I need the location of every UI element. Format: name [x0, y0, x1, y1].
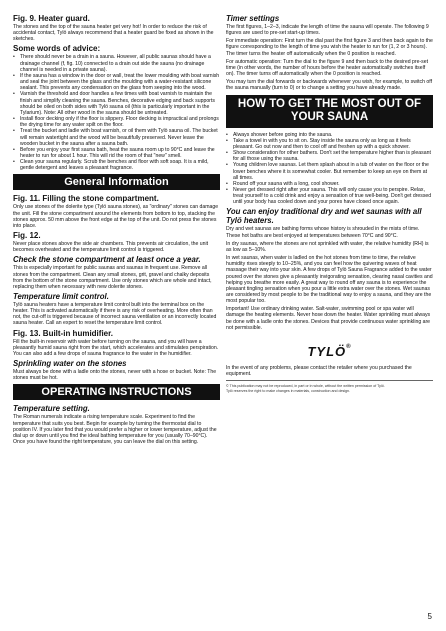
- dry-wet-intro-text: Dry and wet saunas are bathing forms whose history is shrouded in the mists of time. These hot baths are best enjoyed at temperatures between 70°C and 90°C.: [226, 226, 420, 239]
- fig12-heading: Fig. 12.: [13, 231, 41, 241]
- fig11-heading: Fig. 11. Filling the stone compartment.: [13, 194, 159, 204]
- wet-sauna-text: In wet saunas, when water is ladled on the hot stones from time to time, the relative humidity rises steeply to 10–25%, and you can feel how the quivering waves of heat massage their way into your skin. A few drops of Tylö Sauna Fragrance added to the water poured over the stones give a pleasantly invigorating sensation, clearing nasal cavities and helping you breathe more easily. A great way to round off any sauna is to experience the pleasant tingling sensation when you pour a little extra water over the stones. Wet saunas are considered by most people to be the traditional way to enjoy a sauna, and they are the most popular too.: [226, 255, 433, 305]
- contact-text: In the event of any problems, please contact the retailer where you purchased the equipment.: [226, 364, 412, 378]
- temperature-setting-heading: Temperature setting.: [13, 404, 90, 414]
- dial-direction-text: You may turn the dial forwards or backwards whenever you wish, for example, to switch off the sauna manually (turn to 0) or to change a setting you have already made.: [226, 79, 433, 92]
- sprinkling-text: Must always be done with a ladle onto the stones, never with a hose or bucket. Note: The stones must be hot.: [13, 369, 217, 382]
- temperature-limit-text: Tylö sauna heaters have a temperature limit control built into the terminal box on the heater. This is activated automatically if there is any risk of overheating. More often than not, the cut-off is triggered because of incorrect sauna ventilation or an incorrectly located sauna heater. Call an expert to reset the temperature limit control.: [13, 302, 217, 327]
- list-item: • Before you enjoy your first sauna bath, heat the sauna room up to 90°C and leave the heater to run for about 1 hour. This will rid the room of that "new" smell.: [13, 147, 220, 159]
- registered-mark: ®: [346, 343, 352, 350]
- right-column: [226, 14, 433, 393]
- how-to-banner: HOW TO GET THE MOST OUT OF YOUR SAUNA: [226, 95, 433, 128]
- list-item: • Young children love saunas. Let them splash about in a tub of water on the floor or the lower benches where it is somewhat cooler. But remember to keep an eye on them at all times.: [226, 162, 433, 180]
- list-item: • Install floor decking only if the floor is slippery. Floor decking is impractical and prolongs the drying time for any water spilt on the floor.: [13, 116, 220, 128]
- timer-heading: Timer settings: [226, 14, 280, 23]
- fig13-text: Fill the built-in reservoir with water before turning on the sauna, and you will have a pleasantly humid sauna right from the start, which accelerates and stimulates perspiration. You can also add a few drops of sauna fragrance to the water in the humidifier.: [13, 338, 219, 357]
- fig13-heading: Fig. 13. Built-in humidifier.: [13, 328, 114, 338]
- immediate-operation-text: For immediate operation: First turn the dial past the first figure 3 and then back again to the figure corresponding to the length of time you wish the heater to run for (1, 2 or 3 hours). The timer turns the heater off automatically when the 0 position is reached.: [226, 38, 433, 57]
- list-item: • Varnish the threshold and door handles a few times with boat varnish to maintain the finish and simplify cleaning the sauna. Benches, decorative edging and back supports should be oiled on both sides with Tylö sauna oil (this is particularly important in the Tylarium). Note: All other wood in the sauna should be untreated.: [13, 91, 220, 116]
- tylo-logo-container: [226, 343, 433, 361]
- important-text: Important! Use ordinary drinking water. Salt-water, swimming pool or spa water will damage the heating elements. Never hose down the heater. Water sprinkling must always be done with a ladle onto the stones. Devices that provide continuous water sprinkling are not permissible.: [226, 306, 431, 331]
- list-item: • Always shower before going into the sauna.: [226, 132, 433, 138]
- dry-sauna-text: In dry saunas, where the stones are not sprinkled with water, the relative humidity (RH) is as low as 5–10%.: [226, 240, 429, 253]
- tips-list: [226, 132, 433, 206]
- temperature-limit-heading: Temperature limit control.: [13, 292, 109, 301]
- traditional-saunas-heading: You can enjoy traditional dry and wet saunas with all Tylö heaters.: [226, 207, 422, 226]
- fig9-heading: Fig. 9. Heater guard.: [13, 14, 90, 23]
- advice-list: [13, 54, 220, 171]
- automatic-operation-text: For automatic operation: Turn the dial to the figure 9 and then back to the desired pre-set time (in other words, the number of hours before the heater automatically switches itself on). The timer turns off automatically when the 0 position is reached.: [226, 58, 429, 78]
- temperature-setting-text: The Roman numerals indicate a rising temperature scale. Experiment to find the temperature that suits you best. Begin for example by turning the thermostat dial to position IV. If you later find that you would prefer a higher or lower temperature, adjust the dial up or down until you find the ideal bathing temperature for you (usually 70–90°C). Once you have found the right temperature, you can leave the dial on this setting.: [13, 414, 217, 446]
- list-item: • Round off your sauna with a long, cool shower.: [226, 181, 433, 187]
- list-item: • If the sauna has a window in the door or wall, treat the lower moulding with boat varnish and seal the joint between the glass and the moulding with a water-resistant silicone sealant. This prevents any condensation on the glass from seeping into the wood.: [13, 73, 220, 91]
- fig12-text: Never place stones above the side air chambers. This prevents air circulation, the unit becomes overheated and the temperature limit control is triggered.: [13, 241, 209, 254]
- operating-instructions-banner: OPERATING INSTRUCTIONS: [13, 384, 220, 400]
- advice-heading: Some words of advice:: [13, 44, 101, 54]
- list-item: • Treat the bucket and ladle with boat varnish, or oil them with Tylö sauna oil. The bucket will remain watertight and the wood will be beautifully preserved. Never leave the wooden bucket in the sauna after a sauna bath.: [13, 128, 220, 146]
- list-item: • Show consideration for other bathers. Don't set the temperature higher than is pleasant for all those using the sauna.: [226, 150, 433, 162]
- fig9-text: The stones and the top of the sauna heater get very hot! In order to reduce the risk of accidental contact, Tylö always recommend that a heater guard be fixed as shown in the sketches.: [13, 24, 214, 43]
- list-item: • Clean your sauna regularly. Scrub the benches and floor with soft soap. It is a mild, gentle detergent and leaves a pleasant fragrance.: [13, 159, 220, 171]
- tylo-logo-text: TYLÖ: [307, 343, 347, 359]
- page-number: 5: [427, 612, 432, 621]
- timer-text: The first figures, 1–2–3, indicate the length of time the sauna will operate. The following 9 figures are used to pre-set start-up times.: [226, 24, 429, 37]
- check-heading: Check the stone compartment at least once a year.: [13, 255, 201, 265]
- check-text: This is especially important for public saunas and saunas in frequent use. Remove all stones from the compartment. Clean any small stones, grit, gravel and chalky deposits from the bottom of the stone compartment. Use only stones which are whole and intact, replacing them when necessary with new dolerite stones.: [13, 265, 212, 290]
- list-item: • Take a towel in with you to sit on. Stay inside the sauna only as long as it feels pleasant. Go out now and then to cool off and freshen up with a quick shower.: [226, 138, 433, 150]
- divider: [226, 380, 433, 381]
- copyright-text: © This publication may not be reproduced, in part or in whole, without the written permission of Tylö.: [226, 384, 385, 389]
- list-item: • Never get dressed right after your sauna. This will only cause you to perspire. Relax, treat yourself to a cold drink and enjoy a sensation of true well-being. Don't get dressed until your body has cooled down and your pores have closed once again.: [226, 187, 433, 205]
- rights-text: Tylö reserves the right to make changes in materials, construction and design.: [226, 388, 351, 393]
- left-column: [13, 14, 220, 447]
- tylo-logo: [307, 344, 351, 359]
- list-item: • There should never be a drain in a sauna. However, all public saunas should have a drainage channel (f, fig. 10) connected to a drain out side the sauna (no drainage channel is needed in a private sauna).: [13, 54, 220, 72]
- general-information-banner: General Information: [13, 174, 220, 190]
- sprinkling-heading: Sprinkling water on the stones: [13, 359, 127, 369]
- fig11-text: Only use stones of the dolerite type (Tylö sauna stones), as "ordinary" stones can damage the unit. Fill the stone compartment around the elements from bottom to top, stacking the stones approx. 50 mm above the front edge at the top of the unit. Do not press the stones into place.: [13, 204, 219, 229]
